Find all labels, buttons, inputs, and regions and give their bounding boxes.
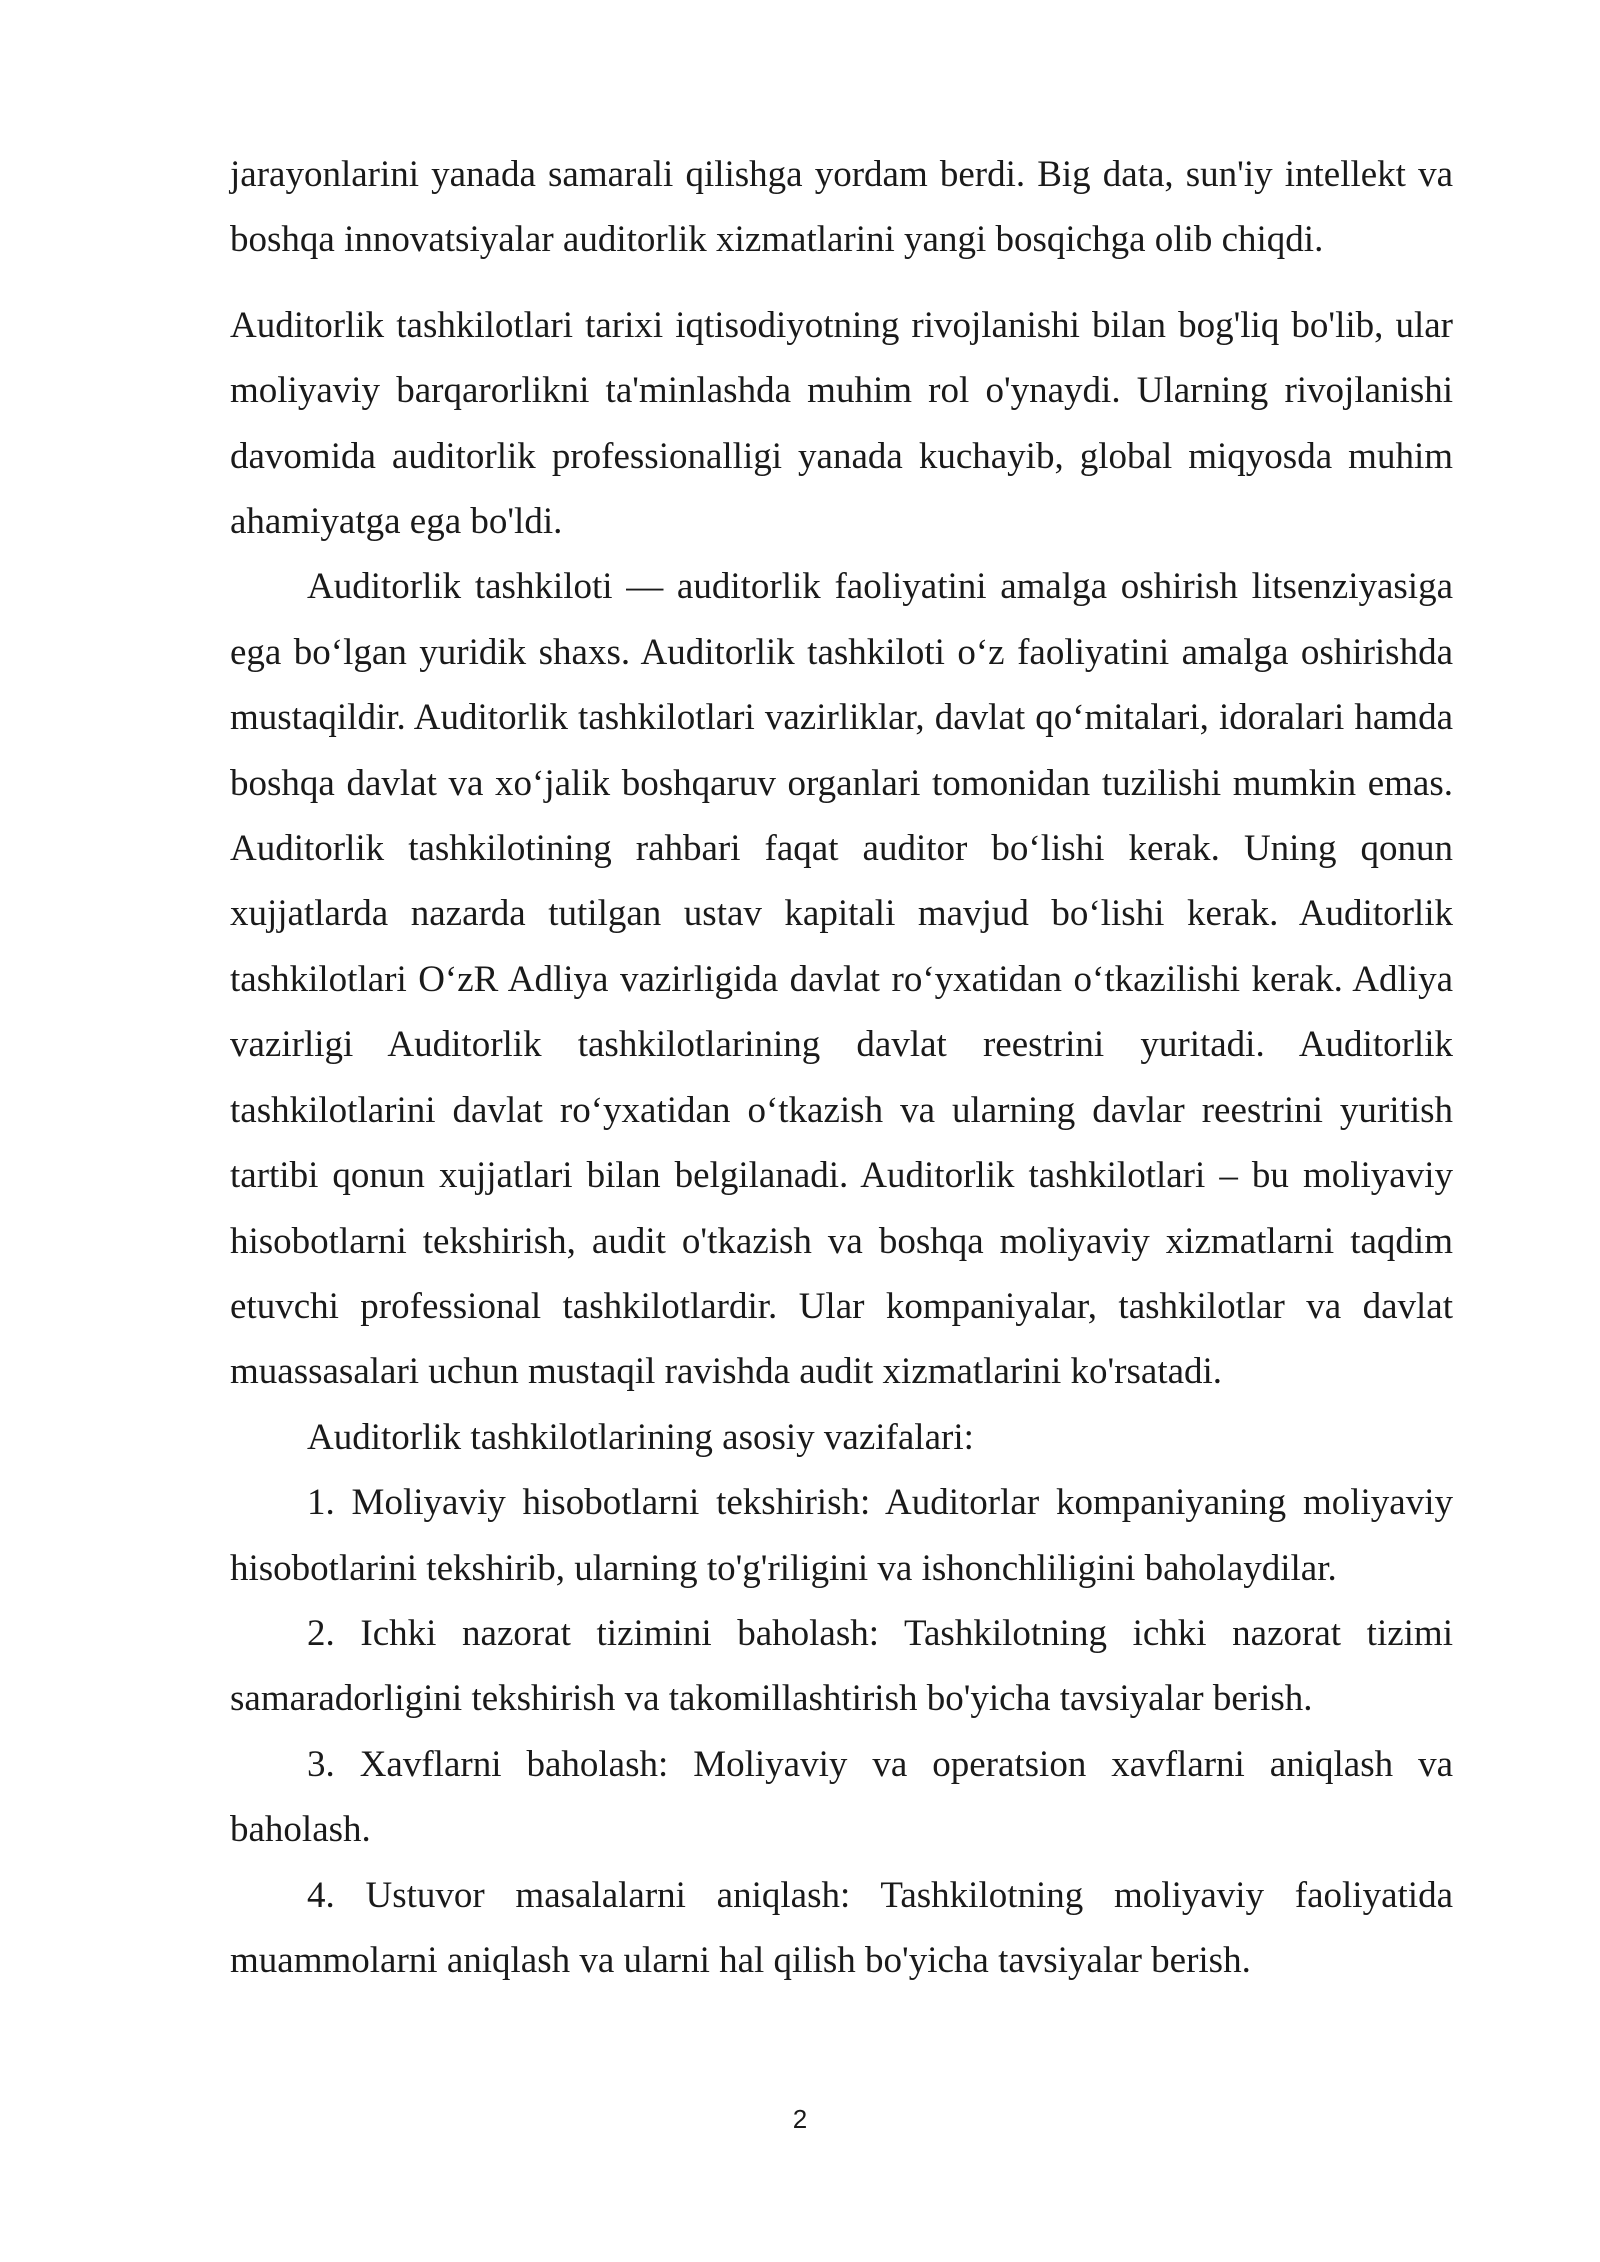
list-item-2: 2. Ichki nazorat tizimini baholash: Tashkilotning ichki nazorat tizimi samaradorligini tekshirish va takomillashtirish bo'yicha tavsiyalar berish. [230, 1612, 1453, 1720]
document-body [230, 142, 1453, 1993]
list-item-4: 4. Ustuvor masalalarni aniqlash: Tashkilotning moliyaviy faoliyatida muammolarni aniqlash va ularni hal qilish bo'yicha tavsiyalar berish. [230, 1874, 1453, 1981]
paragraph-continuation: jarayonlarini yanada samarali qilishga yordam berdi. Big data, sun'iy intellekt va boshqa innovatsiyalar auditorlik xizmatlarini yangi bosqichga olib chiqdi. [230, 154, 1453, 261]
paragraph-definition: Auditorlik tashkiloti — auditorlik faoliyatini amalga oshirish litsenziyasiga ega bo‘lgan yuridik shaxs. Auditorlik tashkiloti o‘z faoliyatini amalga oshirishda mustaqildir. Auditorlik tashkilotlari vazirliklar, davlat qo‘mitalari, idoralari hamda boshqa davlat va xo‘jalik boshqaruv organlari tomonidan tuzilishi mumkin emas. Auditorlik tashkilotining rahbari faqat auditor bo‘lishi kerak. Uning qonun xujjatlarda nazarda tutilgan ustav kapitali mavjud bo‘lishi kerak. Auditorlik tashkilotlari O‘zR Adliya vazirligida davlat ro‘yxatidan o‘tkazilishi kerak. Adliya vazirligi Auditorlik tashkilotlarining davlat reestrini yuritadi. Auditorlik tashkilotlarini davlat ro‘yxatidan o‘tkazish va ularning davlar reestrini yuritish tartibi qonun xujjatlari bilan belgilanadi. Auditorlik tashkilotlari – bu moliyaviy hisobotlarni tekshirish, audit o'tkazish va boshqa moliyaviy xizmatlarni taqdim etuvchi professional tashkilotlardir. Ular kompaniyalar, tashkilotlar va davlat muassasalari uchun mustaqil ravishda audit xizmatlarini ko'rsatadi. [230, 566, 1453, 1393]
paragraph-tasks-heading: Auditorlik tashkilotlarining asosiy vazifalari: [307, 1416, 974, 1458]
paragraph-history: Auditorlik tashkilotlari tarixi iqtisodiyotning rivojlanishi bilan bog'liq bo'lib, ular moliyaviy barqarorlikni ta'minlashda muhim rol o'ynaydi. Ularning rivojlanishi davomida auditorlik professionalligi yanada kuchayib, global miqyosda muhim ahamiyatga ega bo'ldi. [230, 304, 1453, 543]
list-item-3: 3. Xavflarni baholash: Moliyaviy va operatsion xavflarni aniqlash va baholash. [230, 1743, 1453, 1851]
list-item-1: 1. Moliyaviy hisobotlarni tekshirish: Auditorlar kompaniyaning moliyaviy hisobotlarini tekshirib, ularning to'g'riligini va ishonchliligini baholaydilar. [230, 1482, 1453, 1589]
page-number: 2 [792, 2104, 808, 2134]
